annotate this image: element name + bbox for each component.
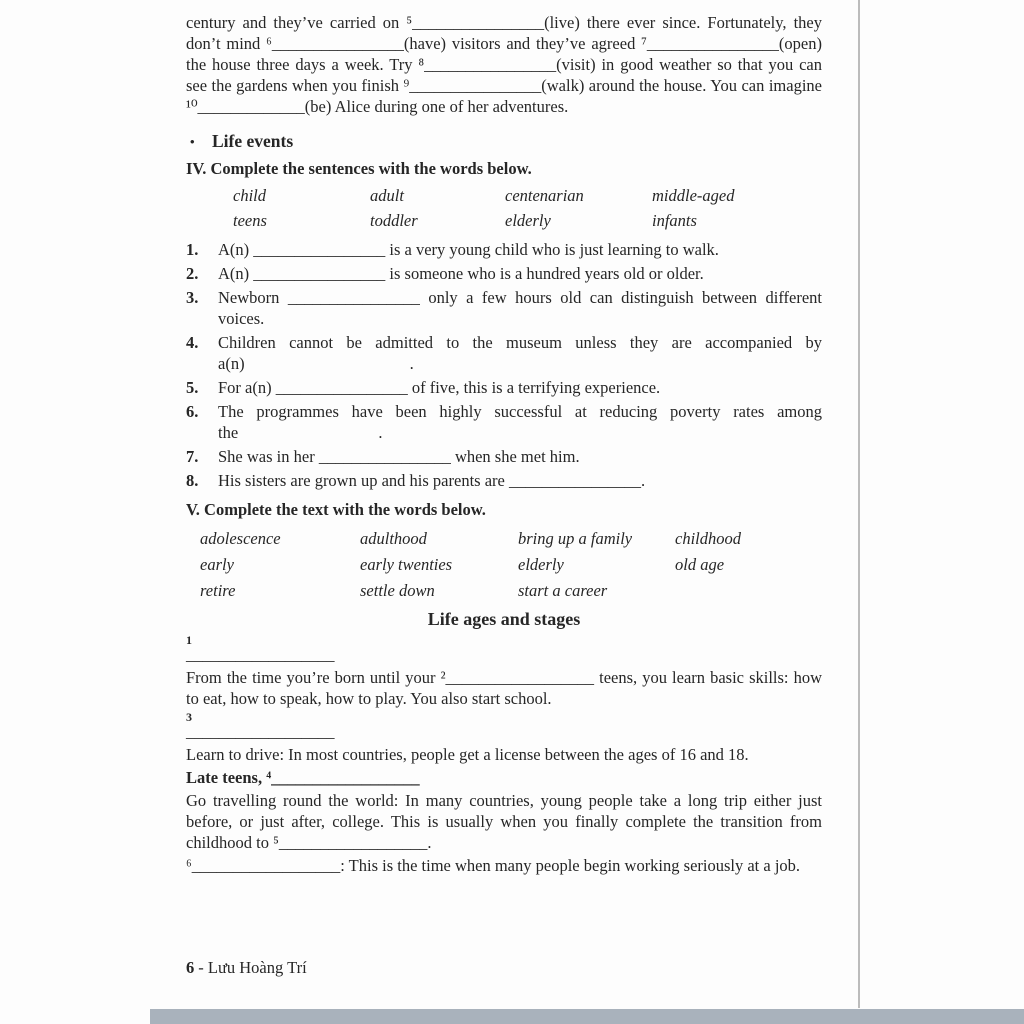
page-number: 6: [186, 958, 195, 977]
item-number: 4.: [186, 333, 199, 352]
word-bank-v: [200, 528, 822, 601]
list-item: [186, 287, 827, 329]
blank-3: [186, 711, 822, 740]
exercise-iv-items: [186, 239, 827, 491]
blank-number: 1: [186, 633, 192, 647]
item-text: His sisters are grown up and his parents are ________________.: [218, 471, 646, 490]
word-bank-item: childhood: [675, 529, 741, 548]
exercise-v-heading: V. Complete the text with the words below.: [186, 500, 486, 519]
word-bank-item: elderly: [505, 211, 551, 230]
paragraph-basic-skills: From the time you’re born until your ²__________________ teens, you learn basic skills: how to eat, how to speak, how to play. You also start school.: [186, 668, 827, 708]
word-bank-item: infants: [652, 211, 697, 230]
word-bank-item: adolescence: [200, 529, 281, 548]
exercise-iv-heading: IV. Complete the sentences with the words below.: [186, 159, 532, 178]
word-bank-item: bring up a family: [518, 529, 633, 548]
item-text: Children cannot be admitted to the museum unless they are accompanied by a(n) .: [218, 333, 827, 373]
list-item: [186, 263, 822, 284]
word-bank-item: early: [200, 555, 234, 574]
word-bank-item: centenarian: [505, 186, 584, 205]
word-bank-item: old age: [675, 555, 725, 574]
item-text: Newborn ________________ only a few hours old can distinguish between different voices.: [218, 288, 827, 328]
list-item: [186, 332, 827, 374]
list-item: [186, 446, 822, 467]
word-bank-item: adulthood: [360, 529, 427, 548]
word-bank-iv: [233, 185, 822, 231]
word-bank-item: early twenties: [360, 555, 453, 574]
blank-line: __________________: [186, 645, 335, 664]
item-number: 8.: [186, 471, 199, 490]
paragraph-travelling: Go travelling round the world: In many countries, young people take a long trip either just before, or just after, college. This is usually when you finally complete the transition from childhood to ⁵__________________.: [186, 791, 827, 852]
item-number: 2.: [186, 264, 199, 283]
list-item: [186, 239, 822, 260]
item-number: 1.: [186, 240, 199, 259]
item-text: A(n) ________________ is someone who is a hundred years old or older.: [218, 264, 704, 283]
life-events-label: Life events: [212, 131, 294, 151]
paragraph-learn-to-drive: Learn to drive: In most countries, people get a license between the ages of 16 and 18.: [186, 745, 749, 764]
blank-line: __________________: [186, 722, 335, 741]
page-edge: [858, 0, 860, 1008]
item-number: 3.: [186, 288, 199, 307]
word-bank-item: child: [233, 186, 266, 205]
item-number: 6.: [186, 402, 199, 421]
item-text: The programmes have been highly successful at reducing poverty rates among the .: [218, 402, 827, 442]
word-bank-item: retire: [200, 581, 236, 600]
word-bank-item: teens: [233, 211, 267, 230]
life-events-heading: [186, 131, 822, 152]
paragraph-start-career: ⁶__________________: This is the time when many people begin working seriously at a job.: [186, 856, 801, 875]
list-item: [186, 470, 822, 491]
paragraph-late-teens: Late teens, ⁴__________________: [186, 768, 420, 787]
item-text: For a(n) ________________ of five, this is a terrifying experience.: [218, 378, 661, 397]
item-number: 7.: [186, 447, 199, 466]
list-item: [186, 377, 822, 398]
word-bank-item: elderly: [518, 555, 564, 574]
word-bank-item: toddler: [370, 211, 418, 230]
item-text: She was in her ________________ when she met him.: [218, 447, 580, 466]
page-content: [186, 12, 827, 878]
text-title: Life ages and stages: [427, 609, 581, 629]
opening-paragraph: century and they’ve carried on ⁵________________(live) there ever since. Fortunately, they don’t mind ⁶________________(have) visitors and they’ve agreed ⁷________________(open) the house three days a week. Try ⁸________________(visit) in good weather so that you can see the gardens when you finish ⁹________________(walk) around the house. You can imagine ¹⁰_____________(be) Alice during one of her adventures.: [186, 13, 827, 116]
word-bank-item: start a career: [518, 581, 608, 600]
blank-number: 3: [186, 710, 192, 724]
bullet-icon: •: [190, 134, 195, 149]
scan-bottom-band: [150, 1009, 1024, 1024]
list-item: [186, 401, 827, 443]
blank-1: [186, 634, 822, 663]
page-footer: [186, 958, 307, 978]
item-text: A(n) ________________ is a very young child who is just learning to walk.: [218, 240, 719, 259]
footer-author: - Lưu Hoàng Trí: [198, 958, 307, 977]
item-number: 5.: [186, 378, 199, 397]
word-bank-item: adult: [370, 186, 404, 205]
word-bank-item: settle down: [360, 581, 435, 600]
word-bank-item: middle-aged: [652, 186, 735, 205]
